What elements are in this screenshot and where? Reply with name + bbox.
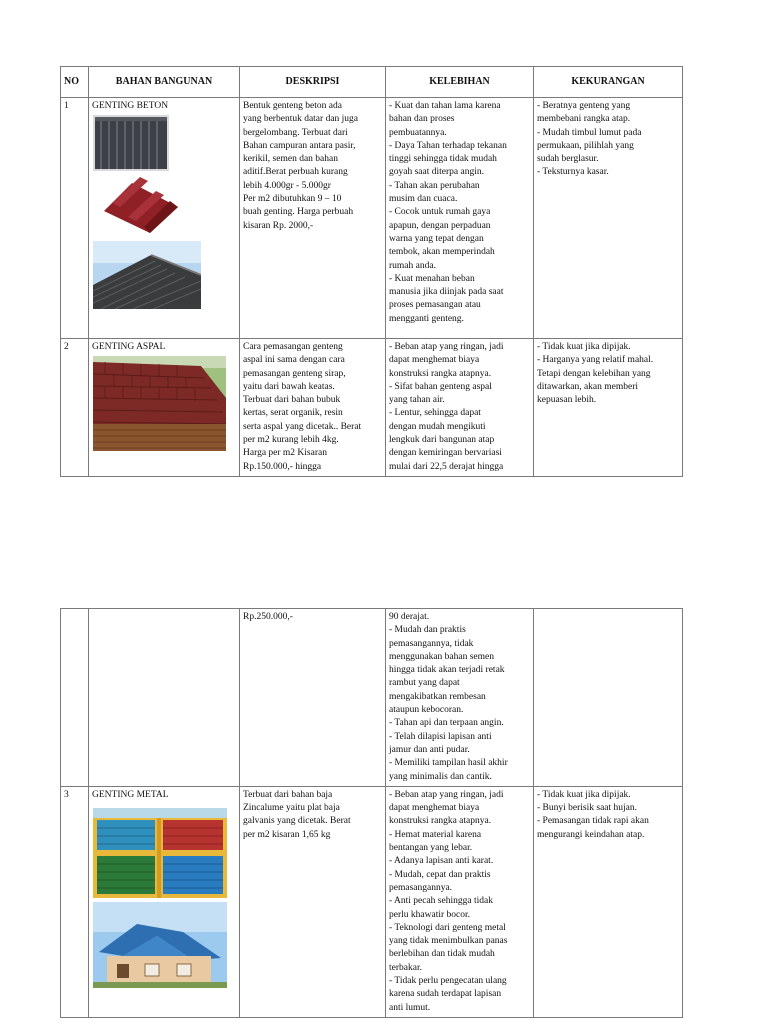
advantage-line: - Kuat dan tahan lama karena xyxy=(389,101,501,111)
advantage-line: apapun, dengan perpaduan xyxy=(389,220,491,231)
material-cell xyxy=(89,786,240,1017)
advantage-line: anti lumut. xyxy=(389,1002,431,1013)
advantage-line: goyah saat diterpa angin. xyxy=(389,167,484,178)
advantage-line: tembok, akan memperindah xyxy=(389,247,495,258)
metal-roof-house-photo xyxy=(93,902,227,988)
header-bahan-bangunan: BAHAN BANGUNAN xyxy=(89,67,240,98)
asphalt-shingle-roof-photo xyxy=(93,356,226,451)
header-no: NO xyxy=(61,67,89,98)
table-row xyxy=(61,98,683,339)
advantage-line: dengan mudah mengikuti xyxy=(389,421,486,432)
advantage-line: - Tahan api dan terpaan angin. xyxy=(389,718,504,729)
table-row-continued xyxy=(61,609,683,787)
disadvantages-cell xyxy=(534,98,683,339)
material-cell xyxy=(89,98,240,339)
advantages-cell xyxy=(386,609,534,787)
description-line: galvanis yang dicetak. Berat xyxy=(243,816,351,827)
advantage-line: - Lentur, sehingga dapat xyxy=(389,408,481,419)
advantage-line: - Cocok untuk rumah gaya xyxy=(389,207,491,218)
description-line: pemasangan genteng sirap, xyxy=(243,368,346,379)
advantages-cell xyxy=(386,786,534,1017)
advantage-line: rambut yang dapat xyxy=(389,678,460,689)
description-line: Zincalume yaitu plat baja xyxy=(243,803,340,814)
table-header-row xyxy=(61,67,683,98)
disadvantages-cell xyxy=(534,786,683,1017)
material-cell xyxy=(89,339,240,477)
material-table-page-2 xyxy=(60,608,683,1018)
description-line: yang berbentuk datar dan juga xyxy=(243,114,359,125)
advantage-line: - Telah dilapisi lapisan anti xyxy=(389,731,492,742)
material-cell xyxy=(89,609,240,787)
disadvantage-line: - Mudah timbul lumut pada xyxy=(537,127,642,138)
header-deskripsi: DESKRIPSI xyxy=(240,67,386,98)
disadvantages-cell xyxy=(534,339,683,477)
concrete-tile-gray-photo xyxy=(93,115,169,171)
advantage-line: konstruksi rangka atapnya. xyxy=(389,368,492,379)
description-line: aspal ini sama dengan cara xyxy=(243,355,345,366)
description-line: Harga per m2 Kisaran xyxy=(243,448,327,459)
advantage-line: mulai dari 22,5 derajat hingga xyxy=(389,461,504,472)
description-line: Terbuat dari bahan baja xyxy=(243,789,333,800)
metal-tile-samples-photo xyxy=(93,808,227,898)
table-row xyxy=(61,339,683,477)
description-line: aditif.Berat perbuah kurang xyxy=(243,167,348,178)
description-cell xyxy=(240,98,386,339)
advantage-line: - Kuat menahan beban xyxy=(389,273,475,284)
advantage-line: lengkuk dari bangunan atap xyxy=(389,435,495,446)
advantage-line: proses pemasangan atau xyxy=(389,300,481,311)
material-name: GENTING METAL xyxy=(92,789,169,800)
disadvantage-line: - Harganya yang relatif mahal. xyxy=(537,355,654,366)
description-line: Per m2 dibutuhkan 9 – 10 xyxy=(243,194,342,205)
material-name: GENTING ASPAL xyxy=(92,342,166,352)
description-line: Bahan campuran antara pasir, xyxy=(243,140,356,151)
description-line: per m2 kurang lebih 4kg. xyxy=(243,435,339,446)
advantage-line: rumah anda. xyxy=(389,260,436,271)
row-number: 2 xyxy=(61,339,89,477)
advantage-line: mengganti genteng. xyxy=(389,313,464,324)
advantage-line: berlebihan dan tidak mudah xyxy=(389,949,495,960)
advantage-line: tinggi sehingga tidak mudah xyxy=(389,154,497,165)
advantage-line: mengakibatkan rembesan xyxy=(389,691,486,702)
advantage-line: - Hemat material karena xyxy=(389,829,482,840)
advantage-line: - Adanya lapisan anti karat. xyxy=(389,856,494,867)
description-line: per m2 kisaran 1,65 kg xyxy=(243,829,331,840)
disadvantage-line: permukaan, pilihlah yang xyxy=(537,140,634,151)
disadvantage-line: - Teksturnya kasar. xyxy=(537,167,609,178)
description-line: yaitu dari bawah keatas. xyxy=(243,381,335,392)
advantage-line: yang tidak menimbulkan panas xyxy=(389,936,508,947)
advantage-line: warna yang tepat dengan xyxy=(389,233,484,244)
disadvantage-line: - Tidak kuat jika dipijak. xyxy=(537,789,631,800)
disadvantage-line: ditawarkan, akan memberi xyxy=(537,381,639,392)
advantage-line: yang tahan air. xyxy=(389,395,445,406)
advantage-line: karena sudah terdapat lapisan xyxy=(389,989,502,1000)
description-line: kisaran Rp. 2000,- xyxy=(243,220,314,231)
advantages-cell xyxy=(386,98,534,339)
concrete-tile-red-photo xyxy=(98,177,182,235)
description-line: Rp.250.000,- xyxy=(243,612,293,622)
disadvantage-line: - Tidak kuat jika dipijak. xyxy=(537,342,631,352)
description-line: Bentuk genteng beton ada xyxy=(243,101,342,111)
advantage-line: terbakar. xyxy=(389,962,422,973)
advantage-line: - Tahan akan perubahan xyxy=(389,180,480,191)
advantage-line: pemasangannya, tidak xyxy=(389,638,474,649)
advantages-cell xyxy=(386,339,534,477)
disadvantage-line: mengurangi keindahan atap. xyxy=(537,829,645,840)
disadvantage-line: membebani rangka atap. xyxy=(537,114,631,125)
disadvantage-line: - Pemasangan tidak rapi akan xyxy=(537,816,649,827)
advantage-line: - Memiliki tampilan hasil akhir xyxy=(389,758,508,769)
disadvantages-cell xyxy=(534,609,683,787)
advantage-line: pembuatannya. xyxy=(389,127,447,138)
advantage-line: menggunakan bahan semen xyxy=(389,651,494,662)
advantage-line: - Beban atap yang ringan, jadi xyxy=(389,342,504,352)
advantage-line: hingga tidak akan terjadi retak xyxy=(389,665,505,676)
advantage-line: - Mudah dan praktis xyxy=(389,625,466,636)
advantage-line: 90 derajat. xyxy=(389,612,430,622)
advantage-line: - Mudah, cepat dan praktis xyxy=(389,869,491,880)
row-number: 1 xyxy=(61,98,89,339)
advantage-line: - Beban atap yang ringan, jadi xyxy=(389,789,504,800)
table-row xyxy=(61,786,683,1017)
advantage-line: jamur dan anti pudar. xyxy=(389,744,470,755)
description-line: Rp.150.000,- hingga xyxy=(243,461,322,472)
description-cell xyxy=(240,609,386,787)
advantage-line: dengan kemiringan bervariasi xyxy=(389,448,502,459)
description-line: kerikil, semen dan bahan xyxy=(243,154,338,165)
advantage-line: musim dan cuaca. xyxy=(389,194,458,205)
advantage-line: manusia jika diinjak pada saat xyxy=(389,287,504,298)
advantage-line: ataupun kebocoran. xyxy=(389,705,464,716)
disadvantage-line: kepuasan lebih. xyxy=(537,395,597,406)
description-line: buah genting. Harga perbuah xyxy=(243,207,354,218)
advantage-line: dapat menghemat biaya xyxy=(389,803,480,814)
advantage-line: - Tidak perlu pengecatan ulang xyxy=(389,976,507,987)
disadvantage-line: Tetapi dengan kelebihan yang xyxy=(537,368,651,379)
concrete-roof-photo xyxy=(93,241,201,309)
header-kekurangan: KEKURANGAN xyxy=(534,67,683,98)
advantage-line: pemasangannya. xyxy=(389,882,453,893)
advantage-line: - Anti pecah sehingga tidak xyxy=(389,896,493,907)
material-name: GENTING BETON xyxy=(92,101,169,111)
description-line: serta aspal yang dicetak.. Berat xyxy=(243,421,362,432)
description-line: Terbuat dari bahan bubuk xyxy=(243,395,341,406)
description-cell xyxy=(240,786,386,1017)
description-line: bergelombang. Terbuat dari xyxy=(243,127,348,138)
disadvantage-line: - Bunyi berisik saat hujan. xyxy=(537,803,637,814)
description-line: kertas, serat organik, resin xyxy=(243,408,343,419)
disadvantage-line: - Beratnya genteng yang xyxy=(537,101,631,111)
advantage-line: dapat menghemat biaya xyxy=(389,355,480,366)
advantage-line: - Daya Tahan terhadap tekanan xyxy=(389,140,507,151)
advantage-line: - Sifat bahan genteng aspal xyxy=(389,381,492,392)
row-number xyxy=(61,609,89,787)
advantage-line: bahan dan proses xyxy=(389,114,455,125)
advantage-line: konstruksi rangka atapnya. xyxy=(389,816,492,827)
advantage-line: yang minimalis dan cantik. xyxy=(389,771,492,782)
description-line: Cara pemasangan genteng xyxy=(243,342,343,352)
row-number: 3 xyxy=(61,786,89,1017)
description-cell xyxy=(240,339,386,477)
advantage-line: bentangan yang lebar. xyxy=(389,843,473,854)
disadvantage-line: sudah berglasur. xyxy=(537,154,599,165)
description-line: lebih 4.000gr - 5.000gr xyxy=(243,180,331,191)
header-kelebihan: KELEBIHAN xyxy=(386,67,534,98)
material-table-page-1 xyxy=(60,66,683,477)
advantage-line: - Teknologi dari genteng metal xyxy=(389,922,506,933)
advantage-line: perlu khawatir bocor. xyxy=(389,909,470,920)
